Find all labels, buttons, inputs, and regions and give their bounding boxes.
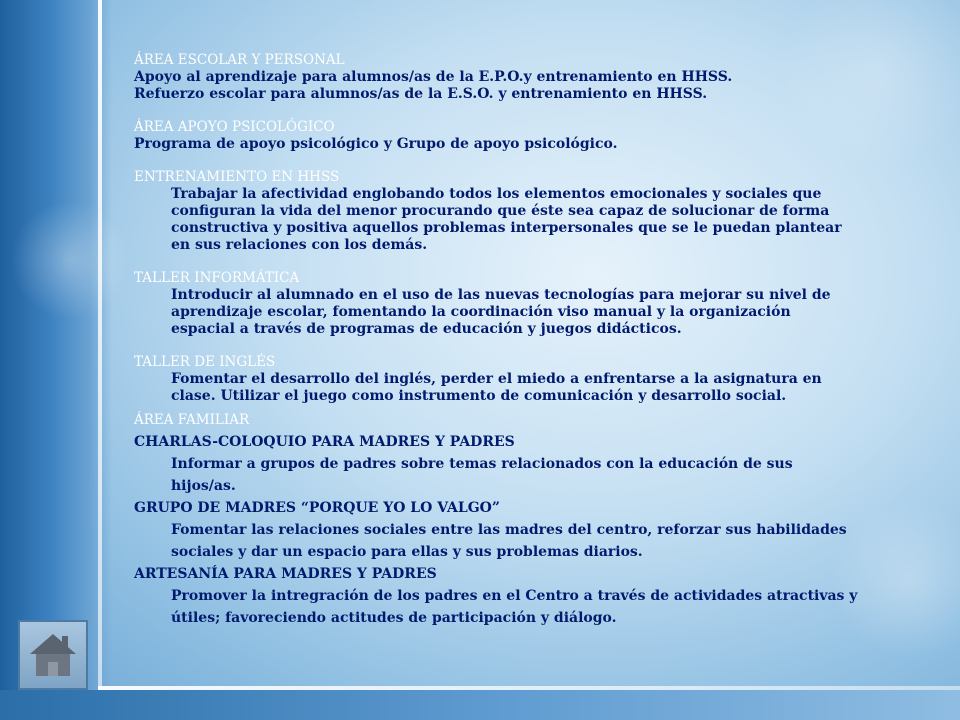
body-line: en sus relaciones con los demás.	[171, 237, 428, 253]
body-line: Refuerzo escolar para alumnos/as de la E.S.O. y entrenamiento en HHSS.	[134, 86, 708, 102]
body-line: Promover la intregración de los padres en el Centro a través de actividades atractivas y	[171, 588, 858, 604]
body-line: Apoyo al aprendizaje para alumnos/as de la E.P.O.y entrenamiento en HHSS.	[134, 69, 733, 85]
subsection-heading-madres: GRUPO DE MADRES “PORQUE YO LO VALGO”	[134, 500, 500, 516]
body-line: espacial a través de programas de educación y juegos didácticos.	[171, 321, 682, 337]
slide-content	[134, 52, 894, 629]
left-decorative-band	[0, 0, 112, 720]
body-line: Fomentar el desarrollo del inglés, perder el miedo a enfrentarse a la asignatura en	[171, 371, 822, 387]
subsection-heading-artesania: ARTESANÍA PARA MADRES Y PADRES	[134, 566, 437, 582]
body-line: hijos/as.	[171, 478, 236, 494]
section-heading-familiar: ÁREA FAMILIAR	[134, 412, 250, 428]
body-line: Programa de apoyo psicológico y Grupo de apoyo psicológico.	[134, 136, 618, 152]
body-line: clase. Utilizar el juego como instrumento de comunicación y desarrollo social.	[171, 388, 787, 404]
section-heading-informatica: TALLER INFORMÁTICA	[134, 270, 300, 286]
section-heading-ingles: TALLER DE INGLÉS	[134, 354, 276, 370]
home-button[interactable]	[18, 620, 88, 690]
home-icon	[26, 630, 80, 680]
body-line: sociales y dar un espacio para ellas y sus problemas diarios.	[171, 544, 643, 560]
body-line: aprendizaje escolar, fomentando la coordinación viso manual y la organización	[171, 304, 791, 320]
body-line: Informar a grupos de padres sobre temas relacionados con la educación de sus	[171, 456, 793, 472]
section-heading-psicologico: ÁREA APOYO PSICOLÓGICO	[134, 119, 335, 135]
footer-band	[0, 690, 960, 720]
section-heading-escolar: ÁREA ESCOLAR Y PERSONAL	[134, 52, 345, 68]
body-line: Introducir al alumnado en el uso de las nuevas tecnologías para mejorar su nivel de	[171, 287, 831, 303]
body-line: configuran la vida del menor procurando que éste sea capaz de solucionar de forma	[171, 203, 830, 219]
section-heading-hhss: ENTRENAMIENTO EN HHSS	[134, 169, 340, 185]
frame-line-vertical	[98, 0, 102, 690]
subsection-heading-charlas: CHARLAS-COLOQUIO PARA MADRES Y PADRES	[134, 434, 515, 450]
body-line: constructiva y positiva aquellos problemas interpersonales que se le puedan plantear	[171, 220, 842, 236]
snowflake-decoration	[10, 200, 130, 320]
body-line: Fomentar las relaciones sociales entre las madres del centro, reforzar sus habilidades	[171, 522, 847, 538]
body-line: Trabajar la afectividad englobando todos los elementos emocionales y sociales que	[171, 186, 822, 202]
body-line: útiles; favoreciendo actitudes de participación y diálogo.	[171, 610, 617, 626]
